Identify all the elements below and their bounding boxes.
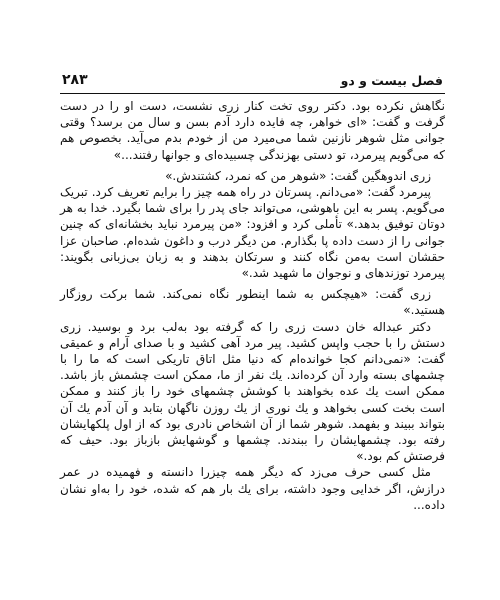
paragraph-3: پیرمرد گفت: «می‌دانم. پسرتان در راه همه چیز را برایم تعریف کرد. تبریک می‌گویم. پسر به این باهوشی، می‌تواند جای پدر را برای شما بگیرد. خدا به هر دوتان توفیق بدهد.» تأملی کرد و افزود: «من پیرمرد نباید بخشانه‌ای که چنین جوانی را از دست داده پا بگذارم. من دیگر درب و داغون شده‌ام. صاحبان عزا حقشان است به‌من نگاه کنند و سرتکان بدهند و به زبان بی‌زبانی بگویند: پیرمرد توزندهای و نوجوان ما شهید شد.» bbox=[60, 185, 445, 281]
page-header bbox=[62, 70, 443, 90]
page-body bbox=[60, 98, 445, 513]
paragraph-1: نگاهش نکرده بود. دکتر روی تخت کنار زری نشست، دست او را در دست گرفت و گفت: «ای خواهر، چه فایده دارد آدم بسن و سال من برسد؟ وقتی جوانی مثل شوهر نازنین شما می‌میرد من از خودم بدم می‌آید. بخصوص هم که می‌گویم پیرمرد، تو دستی بهزندگی چسبیده‌ای و جوانها رفتند...» bbox=[60, 99, 445, 162]
page-number: ۲۸۳ bbox=[62, 72, 88, 88]
paragraph-2: زری اندوهگین گفت: «شوهر من که نمرد، کشتندش.» bbox=[165, 168, 431, 183]
chapter-title: فصل بیست و دو bbox=[340, 72, 443, 88]
paragraph-6: مثل کسی حرف می‌زد که دیگر همه چیزرا دانسته و فهمیده در عمر درازش، اگر خدایی وجود داشته، برای یك بار هم که شده، خود را به‌او نشان داده... bbox=[60, 465, 445, 512]
paragraph-5: دکتر عبداله خان دست زری را که گرفته بود به‌لب برد و بوسید. زری دستش را با حجب واپس کشید. پیر مرد آهی کشید و با صدای آرام و عمیقی گفت: «نمی‌دانم کجا خوانده‌ام که دنیا مثل اتاق تاریکی است که ما را با چشمهای بسته وارد آن کرده‌اند. یك نفر از ما، ممکن است چشمش باز باشد. ممکن است یك عده بخواهند با کوشش چشمهای خود را باز کنند و ممکن است بخت کسی بخواهد و یك نوری از یك روزن ناگهان بتابد و آن آدم یك آن بتواند ببیند و بفهمد. شوهر شما از آن اشخاص نادری بود که از اول پلکهایشان رفته بود. چشمهایشان را ببندند. چشمها و گوشهایش بازباز بود. حیف که فرصتش کم بود.» bbox=[60, 319, 445, 464]
paragraph-4: زری گفت: «هیچکس به شما اینطور نگاه نمی‌کند. شما برکت روزگار هستید.» bbox=[60, 287, 445, 318]
header-rule bbox=[60, 93, 445, 94]
